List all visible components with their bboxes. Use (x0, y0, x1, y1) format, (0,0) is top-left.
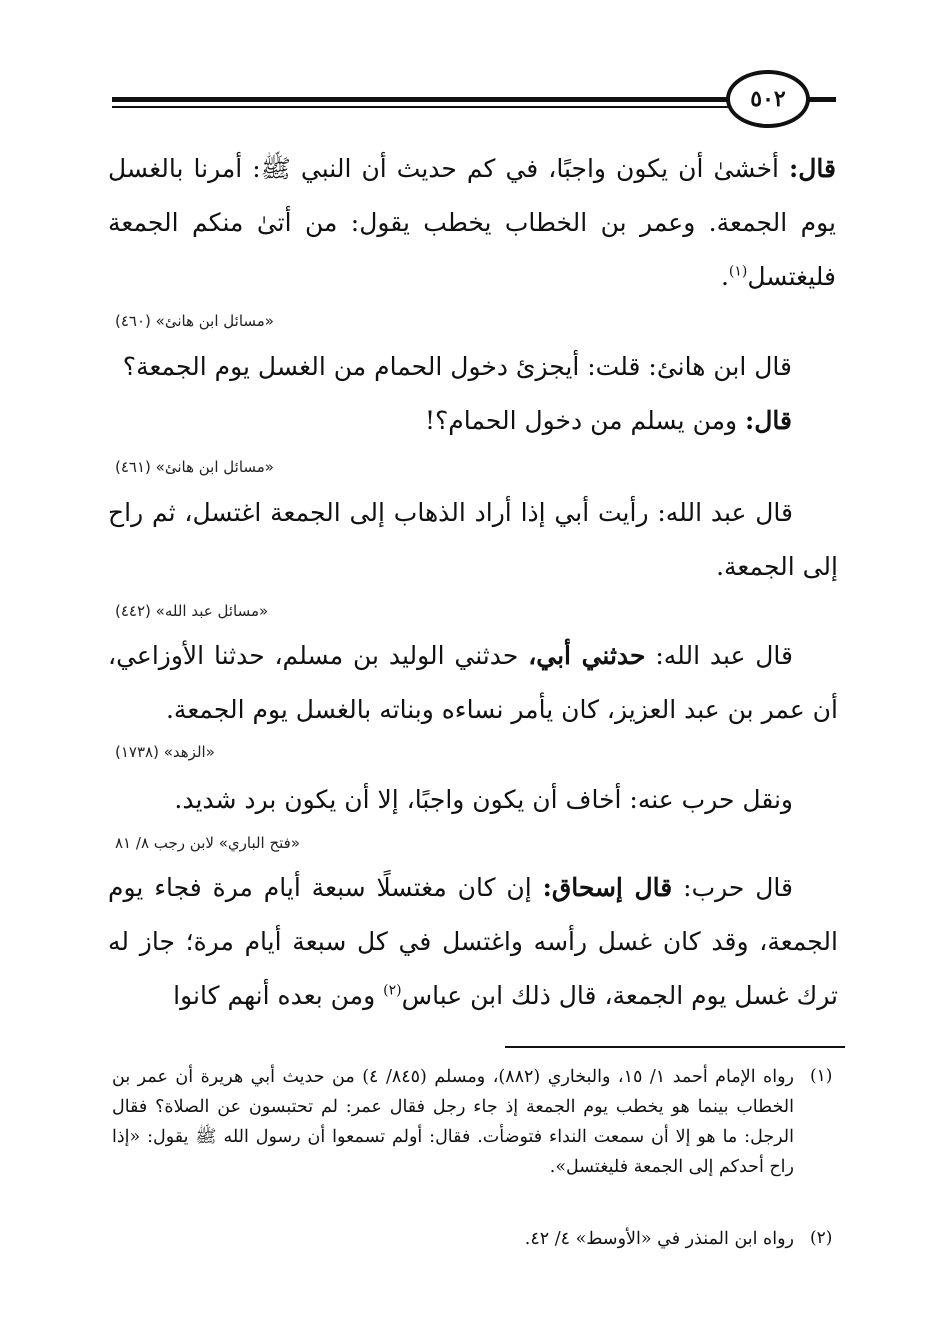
paragraph-text: ونقل حرب عنه: أخاف أن يكون واجبًا، إلا أن يكون برد شديد. (174, 785, 793, 814)
source-citation: «مسائل ابن هانئ» (٤٦٠) (115, 312, 274, 330)
header-rule (112, 97, 732, 102)
source-citation: «مسائل عبد الله» (٤٤٢) (115, 602, 269, 620)
source-citation: «فتح الباري» لابن رجب ٨/ ٨١ (115, 834, 301, 852)
speaker-label: قال: (745, 406, 792, 435)
source-citation: «الزهد» (١٧٣٨) (115, 743, 215, 761)
paragraph-text: قال ابن هانئ: قلت: أيجزئ دخول الحمام من الغسل يوم الجمعة؟ (122, 352, 792, 381)
paragraph-text: إن كان مغتسلًا سبعة أيام مرة فجاء يوم الجمعة، وقد كان غسل رأسه واغتسل في كل سبعة أيام مرة؛ جاز له ترك غسل يوم الجمعة، قال ذلك ابن عباس (108, 873, 838, 1010)
footnote-1: رواه الإمام أحمد ١/ ١٥، والبخاري (٨٨٢)، ومسلم (٨٤٥/ ٤) من حديث أبي هريرة أن عمر بن الخطاب بينما هو يخطب يوم الجمعة إذ جاء رجل فقال عمر: لم تحتبسون عن الصلاة؟ فقال الرجل: ما هو إلا أن سمعت النداء فتوضأت. فقال: أولم تسمعوا أن رسول الله ﷺ يقول: «إذا راح أحدكم إلى الجمعة فليغتسل». (112, 1067, 794, 1177)
paragraph-4 (108, 629, 838, 737)
paragraph-6 (108, 861, 838, 1023)
page-number: ٥٠٢ (726, 70, 810, 128)
footnote-number: (٢) (810, 1228, 833, 1248)
footnote-ref[interactable]: (٢) (383, 982, 402, 999)
header-rule-stub (808, 97, 836, 102)
paragraph-5 (108, 773, 793, 827)
footnote-ref[interactable]: (١) (728, 263, 748, 280)
footnote-separator (505, 1046, 845, 1048)
paragraph-text: أخشىٰ أن يكون واجبًا، في كم حديث أن النبي ﷺ: أمرنا بالغسل يوم الجمعة. وعمر بن الخطاب يخطب يقول: من أتىٰ منكم الجمعة فليغتسل (108, 154, 836, 291)
paragraph-2a (110, 340, 792, 394)
source-citation: «مسائل ابن هانئ» (٤٦١) (115, 458, 274, 476)
paragraph-2b (110, 394, 792, 448)
footnote-2: رواه ابن المنذر في «الأوسط» ٤/ ٤٢. (524, 1229, 794, 1249)
paragraph-text: حدثني الوليد بن مسلم، حدثنا الأوزاعي، أن عمر بن عبد العزيز، كان يأمر نساءه وبناته بالغسل يوم الجمعة. (108, 641, 838, 724)
chain-start: حدثني أبي، (528, 641, 646, 670)
footnote-number: (١) (810, 1066, 833, 1086)
paragraph-3 (108, 486, 838, 594)
speaker-label: قال إسحاق: (542, 873, 673, 902)
paragraph-lead: قال عبد الله: (645, 641, 794, 670)
header-rule-thin (112, 106, 732, 108)
paragraph-1 (108, 142, 836, 304)
paragraph-lead: قال حرب: (672, 873, 793, 902)
speaker-label: قال: (789, 154, 836, 183)
paragraph-text: قال عبد الله: رأيت أبي إذا أراد الذهاب إلى الجمعة اغتسل، ثم راح إلى الجمعة. (108, 498, 838, 581)
paragraph-tail: . (720, 262, 729, 291)
paragraph-tail: ومن بعده أنهم كانوا (173, 981, 384, 1010)
paragraph-text: ومن يسلم من دخول الحمام؟! (424, 406, 746, 435)
